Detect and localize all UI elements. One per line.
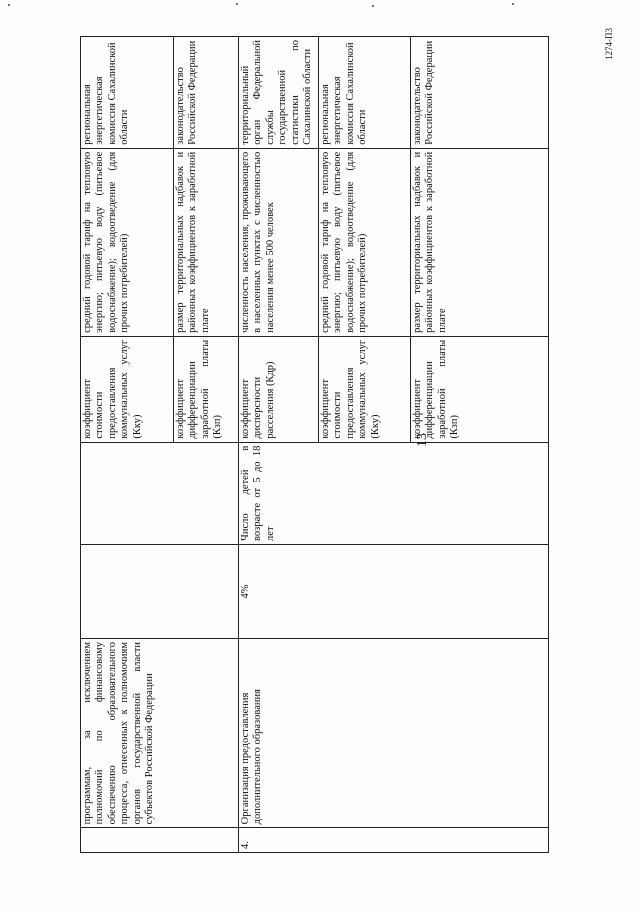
- rotated-table-area: [80, 36, 548, 853]
- document-code: 1274-П3: [604, 28, 614, 60]
- source-cell: законодательство Российской Федерации: [174, 37, 239, 149]
- scan-speck: [512, 3, 514, 5]
- scan-speck: [8, 4, 10, 6]
- weight-cell: 4%: [239, 544, 549, 638]
- coefficient-cell: коэффициент дисперсности расселения (Кдр): [239, 336, 319, 442]
- scan-speck: [372, 5, 374, 7]
- task-cell: Организация предоставления дополнительного образования: [239, 639, 549, 828]
- coefficient-cell: коэффициент дифференциации заработной платы (Кзп): [411, 336, 549, 442]
- source-cell: территориальный орган Федеральной службы государственной статистики по Сахалинской области: [239, 37, 319, 149]
- allocation-table: [80, 36, 549, 853]
- criterion-cell: [81, 442, 239, 544]
- page-number: 13: [415, 433, 430, 447]
- coefficient-cell: коэффициент дифференциации заработной платы (Кзп): [174, 336, 239, 442]
- table-row: [81, 37, 174, 853]
- indicator-cell: размер территориальных надбавок и районных коэффициентов к заработной плате: [174, 148, 239, 336]
- coefficient-cell: коэффициент стоимости предоставления коммунальных услуг (Кку): [319, 336, 411, 442]
- criterion-cell: Число детей в возрасте от 5 до 18 лет: [239, 442, 549, 544]
- scan-speck: [236, 3, 238, 5]
- indicator-cell: размер территориальных надбавок и районных коэффициентов к заработной плате: [411, 148, 549, 336]
- row-number: [81, 828, 239, 853]
- task-cell: программам, за исключением полномочий по финансовому обеспечению образовательного процесса, отнесенных к полномочиям органов государственной власти субъектов Российской Федерации: [81, 639, 239, 828]
- indicator-cell: численность населения, проживающего в населенных пунктах с численностью населения менее 500 человек: [239, 148, 319, 336]
- weight-cell: [81, 544, 239, 638]
- row-number: 4.: [239, 828, 549, 853]
- source-cell: региональная энергетическая комиссия Сахалинской области: [81, 37, 174, 149]
- table-row: [239, 37, 319, 853]
- source-cell: законодательство Российской Федерации: [411, 37, 549, 149]
- indicator-cell: средний годовой тариф на тепловую энергию; питьевую воду (питьевое водоснабжение); водоотведение (для прочих потребителей): [319, 148, 411, 336]
- coefficient-cell: коэффициент стоимости предоставления коммунальных услуг (Кку): [81, 336, 174, 442]
- indicator-cell: средний годовой тариф на тепловую энергию; питьевую воду (питьевое водоснабжение); водоотведение (для прочих потребителей): [81, 148, 174, 336]
- source-cell: региональная энергетическая комиссия Сахалинской области: [319, 37, 411, 149]
